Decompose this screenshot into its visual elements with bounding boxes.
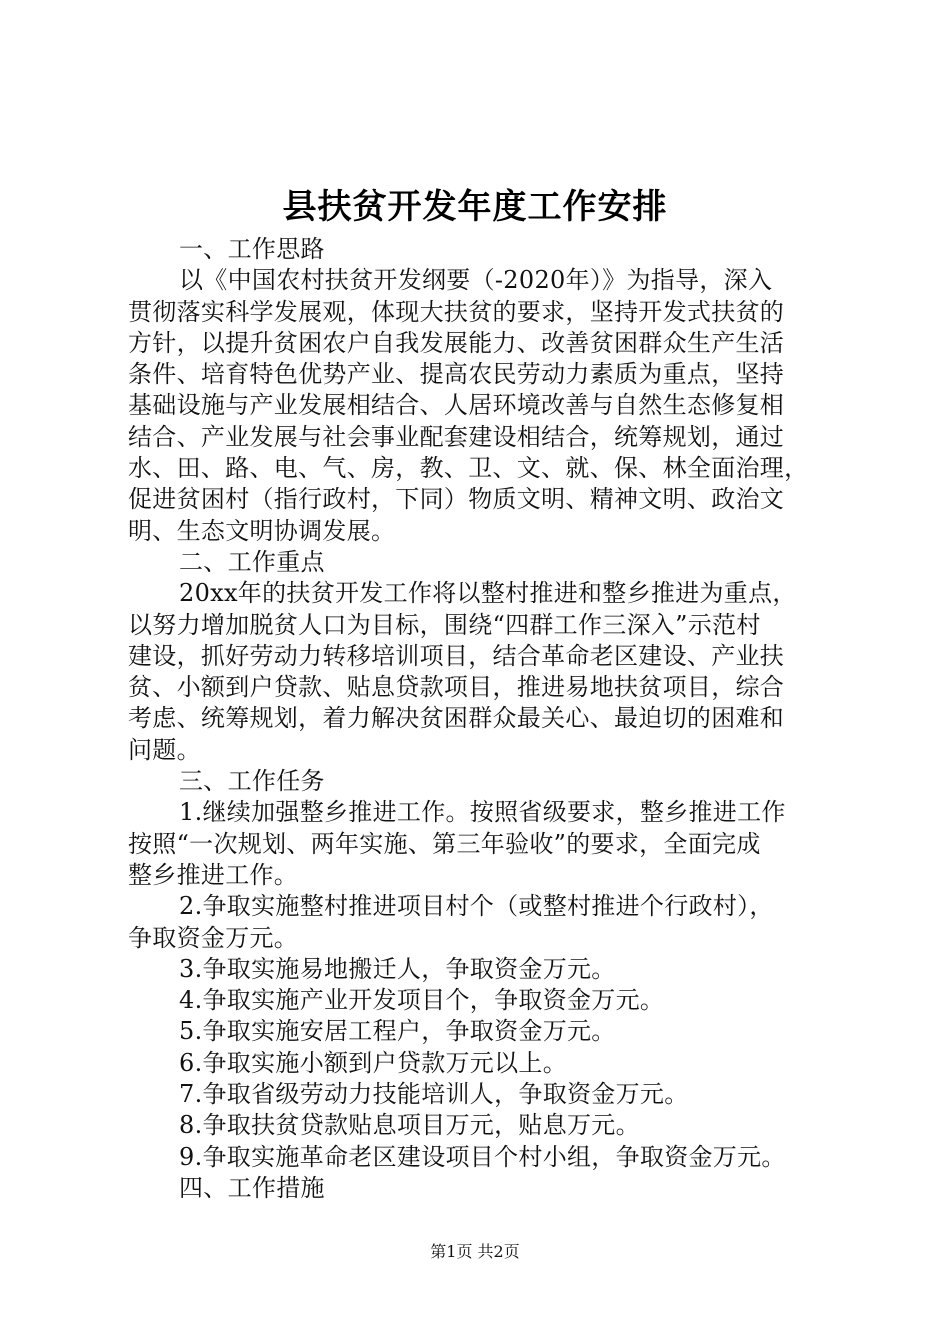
text-line: 以《中国农村扶贫开发纲要（-2020年）》为指导，深入	[179, 266, 773, 295]
text-line: 5.争取实施安居工程户，争取资金万元。	[179, 1017, 616, 1046]
text-line: 条件、培育特色优势产业、提高农民劳动力素质为重点，坚持	[128, 360, 785, 389]
text-line: 2.争取实施整村推进项目村个（或整村推进个行政村），	[179, 892, 774, 921]
page-title: 县扶贫开发年度工作安排	[282, 187, 668, 227]
page-footer: 第1页 共2页	[430, 1242, 520, 1261]
text-line: 方针，以提升贫困农户自我发展能力、改善贫困群众生产生活	[128, 328, 785, 357]
text-line: 9.争取实施革命老区建设项目个村小组，争取资金万元。	[179, 1142, 786, 1171]
text-line: 按照“一次规划、两年实施、第三年验收”的要求，全面完成	[128, 829, 761, 858]
text-line: 基础设施与产业发展相结合、人居环境改善与自然生态修复相	[128, 391, 785, 420]
text-line: 整乡推进工作。	[128, 860, 299, 889]
text-line: 四、工作措施	[179, 1173, 325, 1202]
text-line: 贯彻落实科学发展观，体现大扶贫的要求，坚持开发式扶贫的	[128, 297, 785, 326]
text-line: 水、田、路、电、气、房，教、卫、文、就、保、林全面治理，	[128, 454, 809, 483]
text-line: 3.争取实施易地搬迁人，争取资金万元。	[179, 954, 616, 983]
text-line: 4.争取实施产业开发项目个，争取资金万元。	[179, 986, 665, 1015]
text-line: 二、工作重点	[179, 547, 325, 576]
text-line: 6.争取实施小额到户贷款万元以上。	[179, 1048, 567, 1077]
text-line: 结合、产业发展与社会事业配套建设相结合，统筹规划，通过	[128, 422, 785, 451]
text-line: 明、生态文明协调发展。	[128, 516, 396, 545]
text-line: 20xx年的扶贫开发工作将以整村推进和整乡推进为重点，	[179, 579, 797, 608]
text-line: 问题。	[128, 735, 201, 764]
text-line: 一、工作思路	[179, 235, 325, 263]
text-line: 争取资金万元。	[128, 923, 299, 952]
text-line: 贫、小额到户贷款、贴息贷款项目，推进易地扶贫项目，综合	[128, 673, 785, 702]
text-line: 三、工作任务	[179, 767, 325, 796]
text-line: 1.继续加强整乡推进工作。按照省级要求，整乡推进工作	[179, 798, 786, 827]
text-line: 以努力增加脱贫人口为目标，围绕“四群工作三深入”示范村	[128, 610, 761, 639]
text-line: 7.争取省级劳动力技能培训人，争取资金万元。	[179, 1080, 689, 1109]
document-body	[128, 234, 832, 1204]
text-line: 促进贫困村（指行政村，下同）物质文明、精神文明、政治文	[128, 485, 785, 514]
text-line: 建设，抓好劳动力转移培训项目，结合革命老区建设、产业扶	[128, 641, 785, 670]
text-line: 8.争取扶贫贷款贴息项目万元，贴息万元。	[179, 1111, 640, 1140]
text-line: 考虑、统筹规划，着力解决贫困群众最关心、最迫切的困难和	[128, 704, 785, 733]
